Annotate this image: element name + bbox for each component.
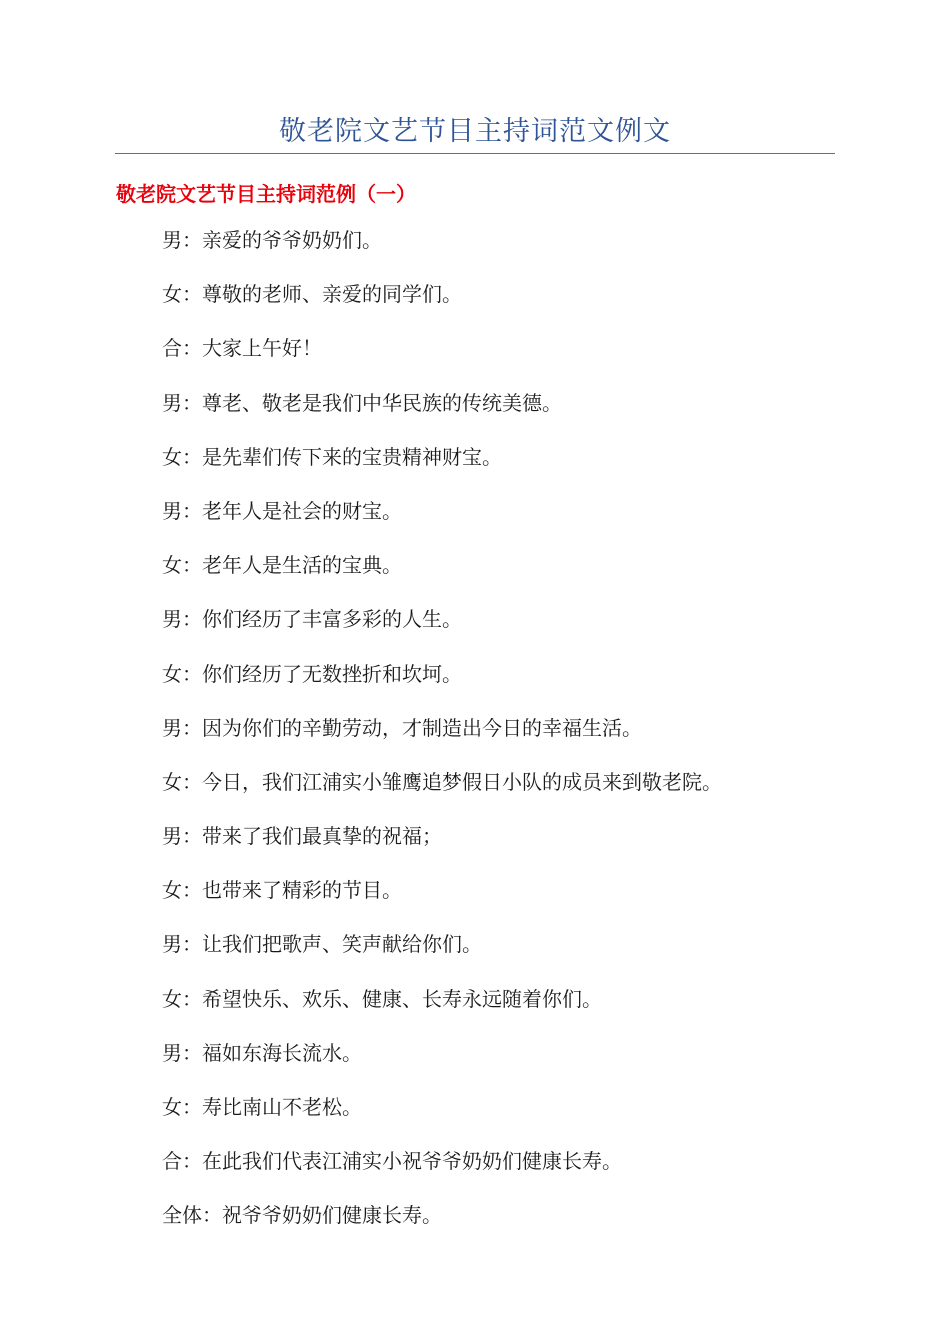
dialogue-line: 男：老年人是社会的财宝。 [162,498,402,523]
dialogue-line: 女：老年人是生活的宝典。 [162,553,402,578]
dialogue-line: 女：是先辈们传下来的宝贵精神财宝。 [162,444,502,469]
dialogue-line: 合：在此我们代表江浦实小祝爷爷奶奶们健康长寿。 [162,1149,622,1174]
dialogue-line: 女：也带来了精彩的节目。 [162,878,402,903]
dialogue-line: 女：你们经历了无数挫折和坎坷。 [162,661,462,686]
dialogue-line: 全体：祝爷爷奶奶们健康长寿。 [162,1203,442,1228]
dialogue-line: 男：你们经历了丰富多彩的人生。 [162,607,462,632]
dialogue-line: 男：因为你们的辛勤劳动，才制造出今日的幸福生活。 [162,715,642,740]
dialogue-line: 女：希望快乐、欢乐、健康、长寿永远随着你们。 [162,986,602,1011]
dialogue-line: 女：尊敬的老师、亲爱的同学们。 [162,282,462,307]
dialogue-line: 女：寿比南山不老松。 [162,1095,362,1119]
title-underline-rule [115,153,835,154]
dialogue-line: 男：带来了我们最真挚的祝福； [162,824,442,849]
dialogue-line: 女：今日，我们江浦实小雏鹰追梦假日小队的成员来到敬老院。 [162,769,722,794]
dialogue-line: 男：福如东海长流水。 [162,1040,362,1065]
dialogue-line: 男：亲爱的爷爷奶奶们。 [162,228,382,252]
dialogue-list [162,222,862,1252]
document-title: 敬老院文艺节目主持词范文例文 [279,116,671,147]
dialogue-line: 合：大家上午好！ [162,336,322,361]
dialogue-line: 男：尊老、敬老是我们中华民族的传统美德。 [162,390,562,415]
section-heading: 敬老院文艺节目主持词范例（一） [116,182,416,206]
dialogue-line: 男：让我们把歌声、笑声献给你们。 [162,932,482,957]
